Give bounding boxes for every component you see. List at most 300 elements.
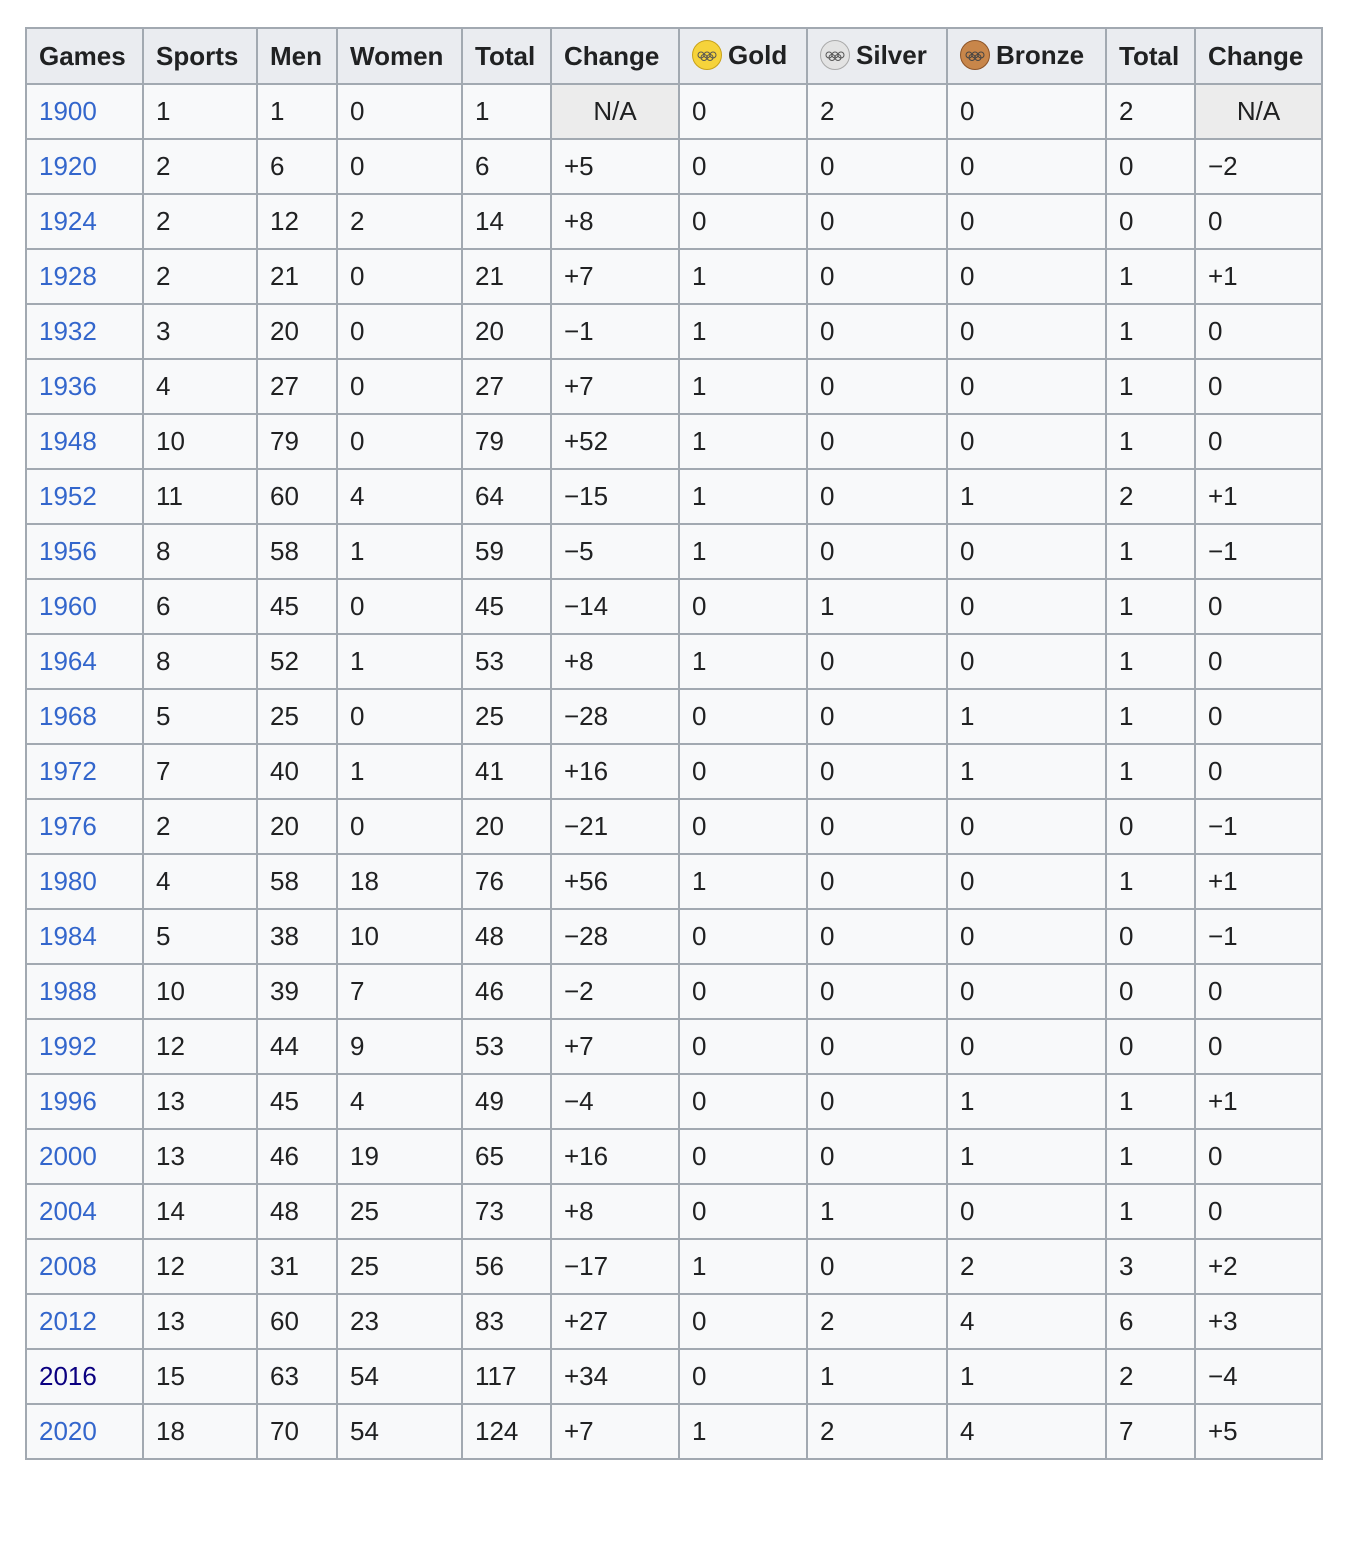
cell-change: N/A xyxy=(551,84,679,139)
cell-men: 1 xyxy=(257,84,337,139)
cell-men: 40 xyxy=(257,744,337,799)
cell-bronze: 4 xyxy=(947,1404,1106,1459)
cell-medal-total: 2 xyxy=(1106,84,1195,139)
cell-gold: 0 xyxy=(679,689,807,744)
cell-men: 63 xyxy=(257,1349,337,1404)
cell-women: 9 xyxy=(337,1019,462,1074)
cell-total: 27 xyxy=(462,359,551,414)
cell-medal-change: 0 xyxy=(1195,304,1322,359)
cell-games xyxy=(26,359,143,414)
cell-women: 0 xyxy=(337,304,462,359)
cell-total: 83 xyxy=(462,1294,551,1349)
cell-total: 117 xyxy=(462,1349,551,1404)
table-row xyxy=(26,909,1322,964)
cell-bronze: 1 xyxy=(947,1349,1106,1404)
cell-bronze: 1 xyxy=(947,744,1106,799)
cell-medal-change: −4 xyxy=(1195,1349,1322,1404)
cell-women: 0 xyxy=(337,359,462,414)
cell-sports: 6 xyxy=(143,579,257,634)
cell-medal-change: 0 xyxy=(1195,579,1322,634)
cell-men: 58 xyxy=(257,524,337,579)
cell-games xyxy=(26,964,143,1019)
cell-total: 46 xyxy=(462,964,551,1019)
cell-sports: 18 xyxy=(143,1404,257,1459)
cell-women: 4 xyxy=(337,469,462,524)
cell-gold: 0 xyxy=(679,909,807,964)
cell-women: 54 xyxy=(337,1349,462,1404)
cell-silver: 0 xyxy=(807,689,947,744)
header-medal-change[interactable]: Change xyxy=(1195,28,1322,84)
table-row xyxy=(26,359,1322,414)
games-year-link[interactable]: 1932 xyxy=(39,316,97,346)
cell-medal-total: 3 xyxy=(1106,1239,1195,1294)
cell-bronze: 0 xyxy=(947,139,1106,194)
cell-sports: 13 xyxy=(143,1074,257,1129)
cell-total: 79 xyxy=(462,414,551,469)
cell-total: 21 xyxy=(462,249,551,304)
cell-men: 31 xyxy=(257,1239,337,1294)
cell-medal-total: 1 xyxy=(1106,634,1195,689)
cell-change: +16 xyxy=(551,1129,679,1184)
cell-change: +8 xyxy=(551,194,679,249)
cell-medal-total: 2 xyxy=(1106,469,1195,524)
cell-sports: 7 xyxy=(143,744,257,799)
games-year-link[interactable]: 2012 xyxy=(39,1306,97,1336)
cell-medal-change: 0 xyxy=(1195,1184,1322,1239)
games-year-link[interactable]: 1980 xyxy=(39,866,97,896)
cell-silver: 2 xyxy=(807,84,947,139)
cell-men: 25 xyxy=(257,689,337,744)
cell-sports: 5 xyxy=(143,909,257,964)
table-row xyxy=(26,1019,1322,1074)
cell-silver: 0 xyxy=(807,634,947,689)
table-row xyxy=(26,1349,1322,1404)
cell-sports: 2 xyxy=(143,139,257,194)
cell-total: 6 xyxy=(462,139,551,194)
games-year-link[interactable]: 1948 xyxy=(39,426,97,456)
games-year-link[interactable]: 1988 xyxy=(39,976,97,1006)
table-row xyxy=(26,139,1322,194)
table-row xyxy=(26,1074,1322,1129)
cell-men: 38 xyxy=(257,909,337,964)
cell-bronze: 4 xyxy=(947,1294,1106,1349)
cell-medal-total: 1 xyxy=(1106,304,1195,359)
table-row xyxy=(26,524,1322,579)
cell-total: 1 xyxy=(462,84,551,139)
table-row xyxy=(26,579,1322,634)
cell-medal-total: 1 xyxy=(1106,1184,1195,1239)
cell-silver: 0 xyxy=(807,854,947,909)
header-gold[interactable] xyxy=(679,28,807,84)
cell-medal-change: 0 xyxy=(1195,359,1322,414)
cell-sports: 10 xyxy=(143,964,257,1019)
cell-medal-total: 2 xyxy=(1106,1349,1195,1404)
cell-gold: 0 xyxy=(679,799,807,854)
cell-change: +16 xyxy=(551,744,679,799)
table-row xyxy=(26,84,1322,139)
cell-gold: 0 xyxy=(679,1349,807,1404)
cell-games xyxy=(26,304,143,359)
cell-bronze: 1 xyxy=(947,1074,1106,1129)
cell-men: 20 xyxy=(257,304,337,359)
cell-bronze: 1 xyxy=(947,1129,1106,1184)
cell-bronze: 0 xyxy=(947,854,1106,909)
cell-men: 21 xyxy=(257,249,337,304)
cell-gold: 1 xyxy=(679,1404,807,1459)
cell-women: 7 xyxy=(337,964,462,1019)
cell-games xyxy=(26,1074,143,1129)
cell-silver: 1 xyxy=(807,1349,947,1404)
cell-women: 0 xyxy=(337,249,462,304)
cell-change: +52 xyxy=(551,414,679,469)
cell-women: 1 xyxy=(337,634,462,689)
games-year-link[interactable]: 1972 xyxy=(39,756,97,786)
cell-games xyxy=(26,194,143,249)
cell-bronze: 0 xyxy=(947,84,1106,139)
cell-men: 6 xyxy=(257,139,337,194)
cell-medal-total: 6 xyxy=(1106,1294,1195,1349)
table-row xyxy=(26,854,1322,909)
cell-silver: 0 xyxy=(807,139,947,194)
games-year-link[interactable]: 1968 xyxy=(39,701,97,731)
games-year-link[interactable]: 1984 xyxy=(39,921,97,951)
cell-men: 45 xyxy=(257,579,337,634)
table-row xyxy=(26,249,1322,304)
games-year-link[interactable]: 1960 xyxy=(39,591,97,621)
cell-total: 76 xyxy=(462,854,551,909)
cell-silver: 1 xyxy=(807,579,947,634)
cell-games xyxy=(26,634,143,689)
header-row xyxy=(26,28,1322,84)
cell-medal-change: +1 xyxy=(1195,1074,1322,1129)
cell-women: 0 xyxy=(337,84,462,139)
table-row xyxy=(26,1239,1322,1294)
cell-games xyxy=(26,1294,143,1349)
bronze-medal-icon xyxy=(960,40,990,70)
cell-gold: 0 xyxy=(679,1074,807,1129)
cell-men: 48 xyxy=(257,1184,337,1239)
cell-total: 53 xyxy=(462,1019,551,1074)
cell-change: +7 xyxy=(551,1404,679,1459)
cell-silver: 0 xyxy=(807,469,947,524)
cell-bronze: 2 xyxy=(947,1239,1106,1294)
cell-medal-total: 1 xyxy=(1106,359,1195,414)
cell-men: 27 xyxy=(257,359,337,414)
cell-medal-change: 0 xyxy=(1195,194,1322,249)
cell-games xyxy=(26,1349,143,1404)
cell-medal-change: +1 xyxy=(1195,854,1322,909)
cell-women: 54 xyxy=(337,1404,462,1459)
table-row xyxy=(26,469,1322,524)
table-row xyxy=(26,194,1322,249)
cell-women: 18 xyxy=(337,854,462,909)
cell-silver: 0 xyxy=(807,1239,947,1294)
cell-medal-change: −2 xyxy=(1195,139,1322,194)
cell-sports: 14 xyxy=(143,1184,257,1239)
cell-medal-total: 1 xyxy=(1106,854,1195,909)
cell-medal-total: 0 xyxy=(1106,964,1195,1019)
games-year-link[interactable]: 2004 xyxy=(39,1196,97,1226)
cell-change: −21 xyxy=(551,799,679,854)
cell-bronze: 0 xyxy=(947,799,1106,854)
cell-gold: 0 xyxy=(679,84,807,139)
header-bronze[interactable] xyxy=(947,28,1106,84)
cell-medal-change: 0 xyxy=(1195,634,1322,689)
cell-gold: 1 xyxy=(679,524,807,579)
cell-men: 45 xyxy=(257,1074,337,1129)
cell-silver: 0 xyxy=(807,1129,947,1184)
cell-sports: 4 xyxy=(143,359,257,414)
cell-change: −4 xyxy=(551,1074,679,1129)
cell-silver: 0 xyxy=(807,1019,947,1074)
cell-medal-total: 1 xyxy=(1106,249,1195,304)
cell-silver: 0 xyxy=(807,1074,947,1129)
cell-medal-change: +5 xyxy=(1195,1404,1322,1459)
cell-sports: 10 xyxy=(143,414,257,469)
cell-bronze: 0 xyxy=(947,414,1106,469)
cell-silver: 2 xyxy=(807,1294,947,1349)
cell-women: 1 xyxy=(337,524,462,579)
cell-sports: 3 xyxy=(143,304,257,359)
cell-games xyxy=(26,249,143,304)
cell-sports: 15 xyxy=(143,1349,257,1404)
games-year-link[interactable]: 2000 xyxy=(39,1141,97,1171)
cell-change: −1 xyxy=(551,304,679,359)
cell-men: 44 xyxy=(257,1019,337,1074)
cell-medal-total: 1 xyxy=(1106,1074,1195,1129)
cell-women: 0 xyxy=(337,414,462,469)
cell-change: +27 xyxy=(551,1294,679,1349)
cell-gold: 1 xyxy=(679,359,807,414)
cell-games xyxy=(26,799,143,854)
cell-total: 64 xyxy=(462,469,551,524)
cell-sports: 8 xyxy=(143,634,257,689)
cell-games xyxy=(26,854,143,909)
cell-sports: 12 xyxy=(143,1019,257,1074)
cell-sports: 2 xyxy=(143,249,257,304)
cell-change: +34 xyxy=(551,1349,679,1404)
cell-games xyxy=(26,689,143,744)
cell-silver: 2 xyxy=(807,1404,947,1459)
cell-gold: 0 xyxy=(679,964,807,1019)
cell-medal-change: 0 xyxy=(1195,1129,1322,1184)
cell-women: 2 xyxy=(337,194,462,249)
header-women[interactable]: Women xyxy=(337,28,462,84)
games-year-link[interactable]: 2016 xyxy=(39,1361,97,1391)
cell-games xyxy=(26,139,143,194)
cell-bronze: 0 xyxy=(947,634,1106,689)
cell-medal-total: 1 xyxy=(1106,414,1195,469)
cell-change: −5 xyxy=(551,524,679,579)
cell-medal-total: 1 xyxy=(1106,579,1195,634)
cell-men: 60 xyxy=(257,1294,337,1349)
cell-medal-total: 1 xyxy=(1106,524,1195,579)
games-year-link[interactable]: 1976 xyxy=(39,811,97,841)
table-row xyxy=(26,304,1322,359)
cell-medal-total: 1 xyxy=(1106,744,1195,799)
cell-total: 73 xyxy=(462,1184,551,1239)
table-row xyxy=(26,1129,1322,1184)
cell-bronze: 0 xyxy=(947,524,1106,579)
cell-medal-total: 7 xyxy=(1106,1404,1195,1459)
cell-medal-total: 0 xyxy=(1106,1019,1195,1074)
cell-men: 39 xyxy=(257,964,337,1019)
cell-medal-change: +2 xyxy=(1195,1239,1322,1294)
olympic-participation-table xyxy=(25,27,1323,1460)
table-row xyxy=(26,414,1322,469)
cell-total: 41 xyxy=(462,744,551,799)
cell-gold: 0 xyxy=(679,1019,807,1074)
silver-medal-icon xyxy=(820,40,850,70)
cell-silver: 0 xyxy=(807,414,947,469)
games-year-link[interactable]: 1964 xyxy=(39,646,97,676)
cell-gold: 1 xyxy=(679,634,807,689)
cell-medal-change: +1 xyxy=(1195,249,1322,304)
cell-medal-change: +1 xyxy=(1195,469,1322,524)
cell-medal-change: 0 xyxy=(1195,744,1322,799)
cell-women: 0 xyxy=(337,579,462,634)
cell-games xyxy=(26,909,143,964)
cell-sports: 11 xyxy=(143,469,257,524)
cell-silver: 0 xyxy=(807,909,947,964)
cell-total: 20 xyxy=(462,799,551,854)
cell-total: 65 xyxy=(462,1129,551,1184)
cell-gold: 0 xyxy=(679,139,807,194)
cell-women: 25 xyxy=(337,1184,462,1239)
cell-total: 25 xyxy=(462,689,551,744)
cell-games xyxy=(26,579,143,634)
cell-medal-change: −1 xyxy=(1195,524,1322,579)
cell-silver: 0 xyxy=(807,249,947,304)
header-medal-total[interactable]: Total xyxy=(1106,28,1195,84)
cell-change: +8 xyxy=(551,634,679,689)
games-year-link[interactable]: 1900 xyxy=(39,96,97,126)
table-row xyxy=(26,634,1322,689)
table-row xyxy=(26,1404,1322,1459)
cell-bronze: 1 xyxy=(947,469,1106,524)
cell-change: −14 xyxy=(551,579,679,634)
header-men[interactable]: Men xyxy=(257,28,337,84)
gold-medal-icon xyxy=(692,40,722,70)
games-year-link[interactable]: 1956 xyxy=(39,536,97,566)
cell-medal-total: 1 xyxy=(1106,689,1195,744)
games-year-link[interactable]: 2008 xyxy=(39,1251,97,1281)
cell-silver: 0 xyxy=(807,524,947,579)
cell-bronze: 0 xyxy=(947,304,1106,359)
cell-medal-change: 0 xyxy=(1195,964,1322,1019)
cell-silver: 0 xyxy=(807,964,947,1019)
cell-bronze: 0 xyxy=(947,909,1106,964)
cell-change: −15 xyxy=(551,469,679,524)
cell-silver: 0 xyxy=(807,304,947,359)
cell-medal-total: 0 xyxy=(1106,799,1195,854)
cell-silver: 0 xyxy=(807,359,947,414)
games-year-link[interactable]: 1952 xyxy=(39,481,97,511)
cell-medal-change: −1 xyxy=(1195,799,1322,854)
cell-games xyxy=(26,414,143,469)
cell-gold: 1 xyxy=(679,249,807,304)
cell-men: 70 xyxy=(257,1404,337,1459)
cell-bronze: 0 xyxy=(947,579,1106,634)
cell-sports: 2 xyxy=(143,799,257,854)
cell-change: −28 xyxy=(551,909,679,964)
cell-gold: 0 xyxy=(679,1294,807,1349)
cell-games xyxy=(26,1129,143,1184)
cell-silver: 1 xyxy=(807,1184,947,1239)
cell-bronze: 0 xyxy=(947,1184,1106,1239)
header-sports[interactable]: Sports xyxy=(143,28,257,84)
cell-medal-total: 0 xyxy=(1106,194,1195,249)
header-silver[interactable] xyxy=(807,28,947,84)
cell-gold: 1 xyxy=(679,854,807,909)
header-silver-label: Silver xyxy=(856,39,927,70)
cell-gold: 0 xyxy=(679,579,807,634)
cell-women: 1 xyxy=(337,744,462,799)
cell-games xyxy=(26,1404,143,1459)
cell-medal-change: 0 xyxy=(1195,1019,1322,1074)
cell-women: 10 xyxy=(337,909,462,964)
cell-games xyxy=(26,84,143,139)
cell-men: 12 xyxy=(257,194,337,249)
cell-games xyxy=(26,1184,143,1239)
cell-medal-change: 0 xyxy=(1195,689,1322,744)
cell-games xyxy=(26,744,143,799)
cell-sports: 4 xyxy=(143,854,257,909)
games-year-link[interactable]: 2020 xyxy=(39,1416,97,1446)
games-year-link[interactable]: 1928 xyxy=(39,261,97,291)
cell-men: 79 xyxy=(257,414,337,469)
cell-change: +56 xyxy=(551,854,679,909)
cell-medal-change: −1 xyxy=(1195,909,1322,964)
games-year-link[interactable]: 1936 xyxy=(39,371,97,401)
cell-women: 23 xyxy=(337,1294,462,1349)
header-change[interactable]: Change xyxy=(551,28,679,84)
cell-total: 14 xyxy=(462,194,551,249)
cell-change: +5 xyxy=(551,139,679,194)
cell-medal-change: 0 xyxy=(1195,414,1322,469)
cell-sports: 2 xyxy=(143,194,257,249)
cell-change: −17 xyxy=(551,1239,679,1294)
cell-bronze: 0 xyxy=(947,1019,1106,1074)
cell-women: 25 xyxy=(337,1239,462,1294)
cell-total: 45 xyxy=(462,579,551,634)
table-row xyxy=(26,964,1322,1019)
games-year-link[interactable]: 1924 xyxy=(39,206,97,236)
cell-men: 58 xyxy=(257,854,337,909)
cell-sports: 1 xyxy=(143,84,257,139)
cell-sports: 5 xyxy=(143,689,257,744)
cell-women: 0 xyxy=(337,689,462,744)
cell-total: 20 xyxy=(462,304,551,359)
cell-gold: 1 xyxy=(679,304,807,359)
cell-bronze: 0 xyxy=(947,194,1106,249)
header-games[interactable]: Games xyxy=(26,28,143,84)
cell-games xyxy=(26,524,143,579)
games-year-link[interactable]: 1920 xyxy=(39,151,97,181)
games-year-link[interactable]: 1996 xyxy=(39,1086,97,1116)
table-row xyxy=(26,689,1322,744)
cell-bronze: 0 xyxy=(947,359,1106,414)
cell-games xyxy=(26,469,143,524)
header-bronze-label: Bronze xyxy=(996,39,1085,70)
header-total[interactable]: Total xyxy=(462,28,551,84)
cell-gold: 1 xyxy=(679,414,807,469)
cell-women: 19 xyxy=(337,1129,462,1184)
cell-gold: 0 xyxy=(679,1129,807,1184)
cell-sports: 13 xyxy=(143,1294,257,1349)
games-year-link[interactable]: 1992 xyxy=(39,1031,97,1061)
cell-change: −2 xyxy=(551,964,679,1019)
